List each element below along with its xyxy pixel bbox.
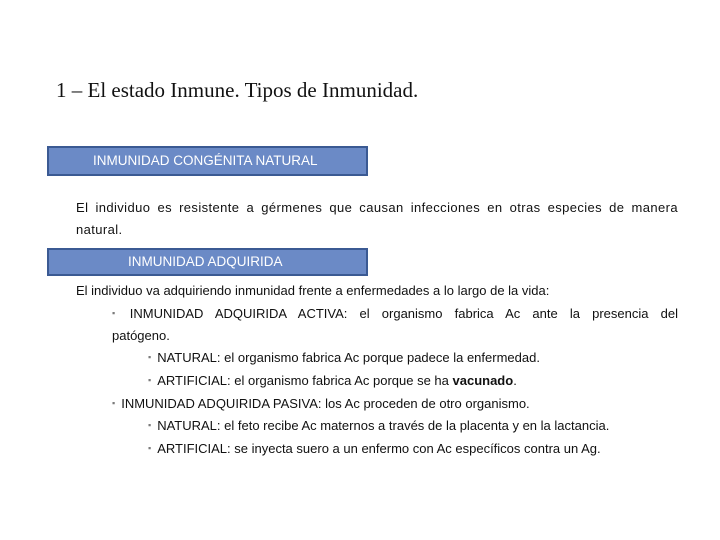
list-item-activa-artificial	[148, 369, 678, 392]
activa-line-1	[112, 302, 678, 325]
slide-title: 1 – El estado Inmune. Tipos de Inmunidad.	[56, 78, 419, 102]
adquirida-intro: El individuo va adquiriendo inmunidad frente a enfermedades a lo largo de la vida:	[76, 283, 550, 298]
list-item-activa-natural	[148, 346, 678, 369]
congenita-description: El individuo es resistente a gérmenes que causan infecciones en otras especies de manera natural.	[76, 200, 678, 237]
bullet-icon: ▪	[148, 352, 152, 362]
section-heading-adquirida: INMUNIDAD ADQUIRIDA	[47, 248, 368, 276]
list-item-pasiva-natural	[148, 414, 678, 437]
list-item-pasiva	[112, 392, 678, 415]
bullet-icon: ▪	[112, 398, 116, 408]
bullet-icon: ▪	[112, 308, 124, 318]
section-heading-congenita: INMUNIDAD CONGÉNITA NATURAL	[47, 146, 368, 176]
activa-label: INMUNIDAD ADQUIRIDA ACTIVA: el organismo fabrica Ac ante la presencia del	[129, 306, 678, 321]
list-item-activa	[112, 302, 678, 347]
activa-artificial-prefix: ARTIFICIAL: el organismo fabrica Ac porque se ha	[157, 373, 453, 388]
bullet-icon: ▪	[148, 443, 152, 453]
activa-artificial-bold: vacunado	[452, 373, 514, 388]
bullet-icon: ▪	[148, 375, 152, 385]
pasiva-label: INMUNIDAD ADQUIRIDA PASIVA: los Ac proceden de otro organismo.	[121, 396, 530, 411]
list-item-pasiva-artificial	[148, 437, 678, 460]
pasiva-artificial-text: ARTIFICIAL: se inyecta suero a un enfermo con Ac específicos contra un Ag.	[157, 441, 601, 456]
activa-line-2: patógeno.	[112, 328, 170, 343]
activa-natural-text: NATURAL: el organismo fabrica Ac porque padece la enfermedad.	[157, 350, 540, 365]
bullet-icon: ▪	[148, 420, 152, 430]
activa-artificial-suffix: .	[513, 373, 517, 388]
pasiva-natural-text: NATURAL: el feto recibe Ac maternos a través de la placenta y en la lactancia.	[157, 418, 610, 433]
